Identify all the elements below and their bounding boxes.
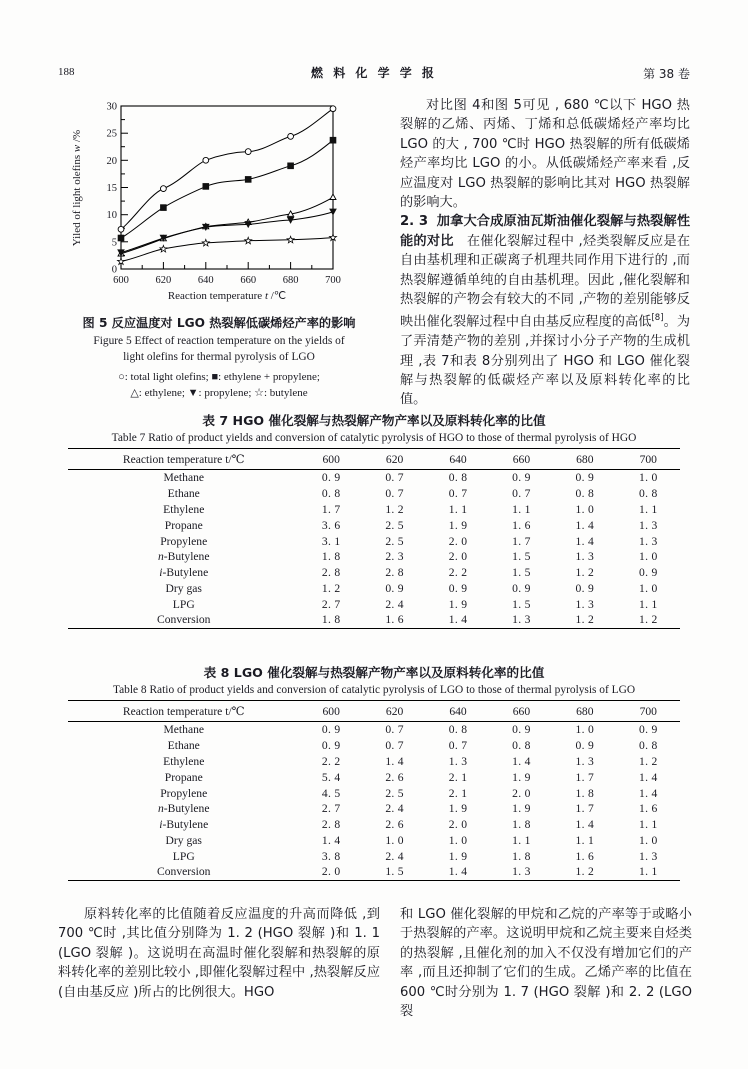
table-cell: 5. 4 <box>321 770 341 784</box>
table-row <box>68 517 680 533</box>
table-8-block <box>58 662 690 881</box>
table-cell: 1. 6 <box>575 849 595 863</box>
row-label: LPG <box>172 597 195 611</box>
bottom-left-column <box>58 905 380 1002</box>
row-label: Ethane <box>167 739 200 753</box>
row-label: n-Butylene <box>157 550 210 564</box>
table-cell: 2. 7 <box>321 597 341 611</box>
figure-legend-line1: ○: total light olefins; ■: ethylene + propylene; <box>118 371 320 383</box>
svg-text:5: 5 <box>111 237 117 249</box>
table-cell: 1. 8 <box>300 612 363 628</box>
table-7-col-640: 640 <box>426 449 489 470</box>
table-cell: 1. 2 <box>553 612 616 628</box>
table-cell: 0. 7 <box>448 487 468 501</box>
table-cell: 1. 8 <box>512 818 531 832</box>
figure-legend <box>58 370 380 401</box>
bottom-left-paragraph: 原料转化率的比值随着反应温度的升高而降低 ,到 700 ℃时 ,其比值分别降为 1. 2 (HGO 裂解 )和 1. 1 (LGO 裂解 )。这说明在高温时催化裂解和热裂解的原料转化率的差别比较小 ,即催化裂解过程中 ,热裂解反应 (自由基反应 )所占的比例很大。HGO <box>58 907 380 1000</box>
table-cell: 1. 4 <box>512 754 531 768</box>
table-cell: 1. 0 <box>638 833 658 847</box>
table-cell: 1. 9 <box>512 802 531 816</box>
table-cell: 1. 1 <box>617 864 680 880</box>
table-cell: 1. 8 <box>575 786 595 800</box>
table-cell: 1. 3 <box>448 754 468 768</box>
table-cell: 0. 7 <box>385 471 404 485</box>
table-cell: 1. 4 <box>426 864 489 880</box>
table-cell: 0. 7 <box>448 739 468 753</box>
table-cell: 0. 9 <box>448 581 468 595</box>
table-cell: 1. 0 <box>638 471 658 485</box>
table-cell: 0. 9 <box>321 723 341 737</box>
table-cell: 1. 0 <box>638 581 658 595</box>
x-axis-label: Reaction temperature t /℃ <box>167 290 287 302</box>
row-label: i-Butylene <box>159 818 209 832</box>
table-cell: 4. 5 <box>321 786 341 800</box>
table-cell: 1. 4 <box>321 833 341 847</box>
table-cell: 0. 8 <box>638 739 658 753</box>
row-label: LPG <box>172 849 195 863</box>
table-cell: 1. 6 <box>512 518 531 532</box>
table-7-header-row <box>68 449 680 470</box>
series-total-light-olefins-markers <box>118 106 336 232</box>
table-cell: 1. 1 <box>512 833 531 847</box>
bottom-right-paragraph: 和 LGO 催化裂解的甲烷和乙烷的产率等于或略小于热裂解的产率。这说明甲烷和乙烷主要来自烃类的热裂解 ,且催化剂的加入不仅没有增加它们的产率 ,而且还抑制了它们的生成。乙烯产率的比值在 600 ℃时分别为 1. 7 (HGO 裂解 )和 2. 2 (LGO 裂 <box>400 907 692 1020</box>
table-cell: 0. 8 <box>638 487 658 501</box>
table-cell: 1. 1 <box>638 502 658 516</box>
svg-text:600: 600 <box>113 275 129 286</box>
table-8-title-zh: 表 8 LGO 催化裂解与热裂解产物产率以及原料转化率的比值 <box>203 665 545 680</box>
table-cell: 1. 0 <box>448 833 468 847</box>
table-cell: 1. 4 <box>638 770 658 784</box>
table-cell: 2. 1 <box>448 786 468 800</box>
svg-text:620: 620 <box>155 275 172 286</box>
table-cell: 1. 4 <box>575 518 595 532</box>
row-label: Conversion <box>68 612 300 628</box>
table-7-col-660: 660 <box>490 449 553 470</box>
table-cell: 1. 0 <box>575 723 595 737</box>
table-cell: 0. 8 <box>321 487 341 501</box>
table-cell: 2. 6 <box>385 818 404 832</box>
table-8 <box>68 700 680 881</box>
table-cell: 1. 2 <box>553 864 616 880</box>
table-cell: 0. 9 <box>385 581 404 595</box>
table-cell: 1. 1 <box>638 818 658 832</box>
table-cell: 1. 9 <box>448 597 468 611</box>
figure-5 <box>58 96 380 311</box>
table-cell: 1. 3 <box>490 864 553 880</box>
row-label: n-Butylene <box>157 802 210 816</box>
table-cell: 2. 8 <box>385 566 404 580</box>
table-row <box>68 769 680 785</box>
table-cell: 1. 4 <box>575 534 595 548</box>
table-cell: 1. 7 <box>575 770 595 784</box>
table-7-title-en: Table 7 Ratio of product yields and conversion of catalytic pyrolysis of HGO to those of thermal pyrolysis of HGO <box>111 432 637 444</box>
table-cell: 1. 5 <box>512 550 531 564</box>
table-cell: 1. 4 <box>426 612 489 628</box>
table-cell: 1. 7 <box>512 534 531 548</box>
table-7 <box>68 448 680 629</box>
table-row <box>68 722 680 738</box>
table-cell: 0. 9 <box>638 566 658 580</box>
table-cell: 2. 4 <box>385 849 404 863</box>
row-label: Propane <box>164 518 203 532</box>
table-cell: 3. 1 <box>321 534 341 548</box>
table-cell: 2. 0 <box>448 534 468 548</box>
section-number: 2. 3 <box>400 214 429 230</box>
table-cell: 1. 4 <box>575 818 595 832</box>
table-cell: 1. 3 <box>638 849 658 863</box>
table-cell: 1. 5 <box>512 597 531 611</box>
table-cell: 1. 3 <box>575 754 595 768</box>
svg-text:700: 700 <box>325 275 341 286</box>
table-cell: 1. 9 <box>512 770 531 784</box>
row-label: Ethylene <box>163 754 205 768</box>
table-cell: 0. 8 <box>448 471 468 485</box>
table-cell: 1. 7 <box>321 502 341 516</box>
journal-title: 燃 料 化 学 学 报 <box>311 66 437 80</box>
table-cell: 1. 9 <box>448 802 468 816</box>
table-cell: 1. 4 <box>638 786 658 800</box>
table-cell: 1. 3 <box>575 550 595 564</box>
table-cell: 0. 7 <box>512 487 531 501</box>
table-row <box>68 470 680 486</box>
figure-legend-line2: △: ethylene; ▼: propylene; ☆: butylene <box>130 386 308 399</box>
paragraph-1: 对比图 4和图 5可见 , 680 ℃以下 HGO 热裂解的乙烯、丙烯、丁烯和总低碳烯烃产率均比 LGO 的大 , 700 ℃时 HGO 热裂解的所有低碳烯烃产率均比 LGO 的小。从低碳烯烃产率来看 ,反应温度对 LGO 热裂解的影响比其对 HGO 热裂解的影响大。 <box>400 98 690 211</box>
table-row <box>68 596 680 612</box>
table-cell: 1. 2 <box>638 754 658 768</box>
svg-text:30: 30 <box>106 101 117 113</box>
paragraph-2 <box>400 212 690 409</box>
table-row <box>68 549 680 565</box>
table-cell: 2. 4 <box>385 597 404 611</box>
table-cell: 2. 1 <box>448 770 468 784</box>
table-cell: 0. 9 <box>321 471 341 485</box>
table-8-header-row <box>68 701 680 722</box>
table-cell: 1. 1 <box>638 597 658 611</box>
table-8-col-680: 680 <box>553 701 616 722</box>
table-cell: 0. 9 <box>512 471 531 485</box>
table-8-col-640: 640 <box>426 701 489 722</box>
table-row <box>68 738 680 754</box>
table-row <box>68 502 680 518</box>
table-cell: 0. 8 <box>512 739 531 753</box>
table-cell: 0. 7 <box>385 723 404 737</box>
table-row <box>68 533 680 549</box>
table-cell: 3. 8 <box>321 849 341 863</box>
table-cell: 1. 0 <box>638 550 658 564</box>
svg-text:680: 680 <box>282 275 299 286</box>
table-8-row-header: Reaction temperature t/℃ <box>68 701 300 722</box>
table-row <box>68 848 680 864</box>
table-cell: 2. 8 <box>321 818 341 832</box>
table-cell: 1. 1 <box>448 502 468 516</box>
line-chart <box>58 96 380 311</box>
table-cell: 1. 7 <box>575 802 595 816</box>
table-cell: 1. 3 <box>638 534 658 548</box>
table-cell: 2. 3 <box>385 550 404 564</box>
table-cell: 2. 2 <box>321 754 341 768</box>
table-cell: 0. 7 <box>385 739 404 753</box>
table-cell: 2. 4 <box>385 802 404 816</box>
svg-text:660: 660 <box>240 275 257 286</box>
table-cell: 1. 6 <box>638 802 658 816</box>
y-axis-label: Yiled of light olefins w /% <box>71 129 83 247</box>
table-row <box>68 864 680 880</box>
table-cell: 3. 6 <box>321 518 341 532</box>
table-cell: 0. 8 <box>448 723 468 737</box>
table-7-col-700: 700 <box>617 449 680 470</box>
table-cell: 1. 0 <box>575 502 595 516</box>
table-cell: 0. 9 <box>512 723 531 737</box>
table-cell: 1. 1 <box>512 502 531 516</box>
row-label: Dry gas <box>165 833 202 847</box>
table-cell: 1. 8 <box>512 849 531 863</box>
table-cell: 0. 9 <box>638 723 658 737</box>
row-label: Conversion <box>68 864 300 880</box>
table-cell: 1. 4 <box>385 754 404 768</box>
page-header <box>58 64 690 84</box>
table-cell: 0. 7 <box>385 487 404 501</box>
table-cell: 2. 0 <box>448 550 468 564</box>
table-cell: 1. 2 <box>385 502 404 516</box>
table-cell: 2. 2 <box>448 566 468 580</box>
svg-text:0: 0 <box>111 264 117 276</box>
table-row <box>68 486 680 502</box>
table-cell: 0. 9 <box>575 739 595 753</box>
table-cell: 1. 9 <box>448 849 468 863</box>
section-title: 加拿大合成原油瓦斯油催化裂解与热裂解性能的对比 <box>400 214 691 249</box>
table-cell: 0. 9 <box>321 739 341 753</box>
svg-text:20: 20 <box>106 155 117 167</box>
row-label: Propylene <box>160 786 208 800</box>
table-cell: 1. 3 <box>490 612 553 628</box>
table-cell: 1. 3 <box>575 597 595 611</box>
table-row <box>68 612 680 628</box>
svg-text:10: 10 <box>106 210 117 222</box>
svg-text:25: 25 <box>106 128 117 140</box>
table-row <box>68 832 680 848</box>
table-cell: 1. 2 <box>617 612 680 628</box>
table-row <box>68 817 680 833</box>
row-label: Propane <box>164 770 203 784</box>
table-7-col-680: 680 <box>553 449 616 470</box>
figure-caption-en <box>58 334 380 365</box>
table-cell: 2. 5 <box>385 518 404 532</box>
table-cell: 1. 3 <box>638 518 658 532</box>
table-7-col-600: 600 <box>300 449 363 470</box>
table-row <box>68 580 680 596</box>
table-cell: 0. 8 <box>575 487 595 501</box>
table-8-col-700: 700 <box>617 701 680 722</box>
table-7-row-header: Reaction temperature t/℃ <box>68 449 300 470</box>
table-row <box>68 754 680 770</box>
svg-text:640: 640 <box>197 275 214 286</box>
table-cell: 2. 0 <box>448 818 468 832</box>
table-8-col-600: 600 <box>300 701 363 722</box>
series-butylene-markers <box>118 234 337 265</box>
table-cell: 1. 2 <box>321 581 341 595</box>
row-label: Methane <box>163 723 205 737</box>
table-cell: 2. 8 <box>321 566 341 580</box>
reference-8: [8] <box>651 313 664 324</box>
table-cell: 2. 5 <box>385 786 404 800</box>
table-7-block <box>58 410 690 629</box>
table-cell: 0. 9 <box>575 581 595 595</box>
table-cell: 2. 5 <box>385 534 404 548</box>
table-cell: 1. 5 <box>512 566 531 580</box>
svg-text:15: 15 <box>106 183 117 194</box>
table-cell: 2. 7 <box>321 802 341 816</box>
table-row <box>68 785 680 801</box>
table-cell: 0. 9 <box>512 581 531 595</box>
table-cell: 1. 6 <box>363 612 426 628</box>
row-label: i-Butylene <box>159 566 209 580</box>
table-row <box>68 565 680 581</box>
table-8-col-660: 660 <box>490 701 553 722</box>
figure-caption <box>58 314 380 401</box>
paragraph-2-continuation: 。为了弄清楚产物的差别 ,并探讨小分子产物的生成机理 ,表 7和表 8分别列出了 HGO 和 LGO 催化裂解与热裂解的低碳烃产率以及原料转化率的比值。 <box>400 314 691 408</box>
row-label: Dry gas <box>165 581 202 595</box>
table-cell: 0. 9 <box>575 471 595 485</box>
figure-caption-en-line2: light olefins for thermal pyrolysis of LGO <box>123 350 315 363</box>
row-label: Ethane <box>167 487 200 501</box>
table-cell: 1. 5 <box>363 864 426 880</box>
table-row <box>68 801 680 817</box>
table-7-col-620: 620 <box>363 449 426 470</box>
table-cell: 1. 2 <box>575 566 595 580</box>
table-cell: 1. 9 <box>448 518 468 532</box>
table-cell: 2. 0 <box>512 786 531 800</box>
table-8-col-620: 620 <box>363 701 426 722</box>
table-cell: 1. 0 <box>385 833 404 847</box>
row-label: Propylene <box>160 534 208 548</box>
table-cell: 2. 0 <box>300 864 363 880</box>
row-label: Methane <box>163 471 205 485</box>
table-7-body <box>68 470 680 629</box>
figure-caption-zh: 图 5 反应温度对 LGO 热裂解低碳烯烃产率的影响 <box>82 316 356 330</box>
right-column-text <box>400 96 690 410</box>
page-number: 188 <box>58 66 75 78</box>
table-8-title-en: Table 8 Ratio of product yields and conversion of catalytic pyrolysis of LGO to those of thermal pyrolysis of LGO <box>112 684 636 696</box>
paragraph-2-body: 在催化裂解过程中 ,烃类裂解反应是在自由基机理和正碳离子机理共同作用下进行的 ,而热裂解遵循单纯的自由基机理。因此 ,催化裂解和热裂解的产物会有较大的不同 ,产物的差别能够反映出催化裂解过程中自由基反应程度的高低 <box>400 233 691 330</box>
figure-caption-en-line1: Figure 5 Effect of reaction temperature on the yields of <box>93 335 345 347</box>
table-cell: 1. 1 <box>575 833 595 847</box>
table-8-body <box>68 722 680 881</box>
table-cell: 2. 6 <box>385 770 404 784</box>
table-cell: 1. 8 <box>321 550 341 564</box>
row-label: Ethylene <box>163 502 205 516</box>
volume-label: 第 38 卷 <box>643 67 690 81</box>
table-7-title-zh: 表 7 HGO 催化裂解与热裂解产物产率以及原料转化率的比值 <box>202 413 546 428</box>
bottom-right-column <box>400 905 692 1021</box>
